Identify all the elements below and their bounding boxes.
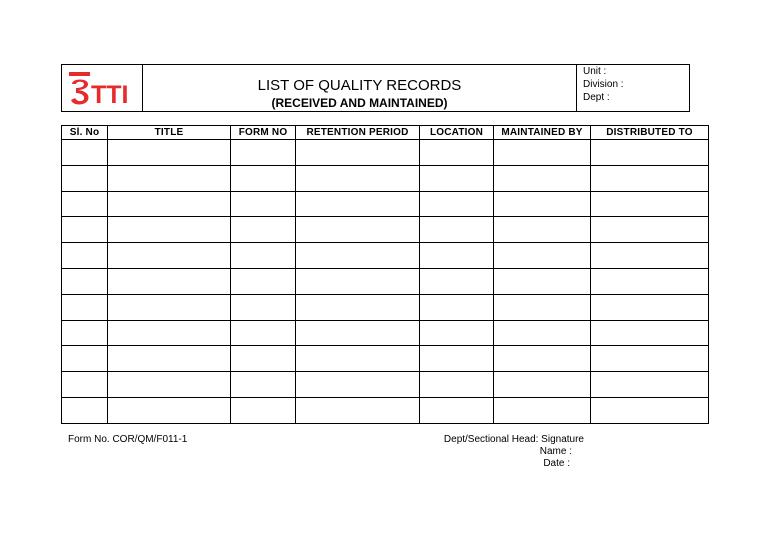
table-cell[interactable] xyxy=(420,243,494,269)
table-cell[interactable] xyxy=(108,165,231,191)
table-cell[interactable] xyxy=(296,320,420,346)
column-header-maintained-by: MAINTAINED BY xyxy=(494,126,591,140)
unit-label: Unit : xyxy=(583,66,607,77)
table-cell[interactable] xyxy=(420,320,494,346)
info-cell xyxy=(577,65,689,111)
table-cell[interactable] xyxy=(108,397,231,423)
column-header-title: TITLE xyxy=(108,126,231,140)
page-title: LIST OF QUALITY RECORDS xyxy=(257,77,462,94)
form-header xyxy=(61,64,690,112)
table-cell[interactable] xyxy=(296,372,420,398)
table-cell[interactable] xyxy=(494,346,591,372)
table-cell[interactable] xyxy=(231,294,296,320)
table-cell[interactable] xyxy=(296,294,420,320)
table-cell[interactable] xyxy=(420,165,494,191)
table-row xyxy=(62,191,709,217)
table-cell[interactable] xyxy=(296,397,420,423)
table-cell[interactable] xyxy=(420,372,494,398)
table-cell[interactable] xyxy=(420,191,494,217)
table-cell[interactable] xyxy=(494,140,591,166)
title-cell xyxy=(143,65,577,111)
dept-label: Dept : xyxy=(583,92,610,103)
column-header-form-no: FORM NO xyxy=(231,126,296,140)
table-row xyxy=(62,268,709,294)
table-cell[interactable] xyxy=(62,165,108,191)
table-row xyxy=(62,346,709,372)
table-cell[interactable] xyxy=(591,140,709,166)
table-cell[interactable] xyxy=(296,243,420,269)
table-cell[interactable] xyxy=(231,140,296,166)
table-cell[interactable] xyxy=(231,268,296,294)
table-cell[interactable] xyxy=(420,397,494,423)
table-cell[interactable] xyxy=(108,320,231,346)
table-row xyxy=(62,217,709,243)
table-cell[interactable] xyxy=(494,320,591,346)
company-logo xyxy=(66,68,130,108)
table-cell[interactable] xyxy=(494,191,591,217)
table-cell[interactable] xyxy=(296,346,420,372)
table-cell[interactable] xyxy=(296,140,420,166)
table-cell[interactable] xyxy=(494,294,591,320)
records-table xyxy=(61,125,709,424)
table-cell[interactable] xyxy=(591,268,709,294)
table-cell[interactable] xyxy=(108,243,231,269)
column-header-sl-no: Sl. No xyxy=(62,126,108,140)
table-cell[interactable] xyxy=(494,397,591,423)
column-header-location: LOCATION xyxy=(420,126,494,140)
column-header-retention-period: RETENTION PERIOD xyxy=(296,126,420,140)
table-cell[interactable] xyxy=(62,320,108,346)
table-cell[interactable] xyxy=(231,191,296,217)
date-label: Date : xyxy=(543,458,570,469)
table-cell[interactable] xyxy=(108,217,231,243)
table-row xyxy=(62,320,709,346)
table-cell[interactable] xyxy=(62,372,108,398)
table-cell[interactable] xyxy=(108,268,231,294)
table-cell[interactable] xyxy=(420,346,494,372)
table-cell[interactable] xyxy=(591,217,709,243)
table-cell[interactable] xyxy=(591,294,709,320)
table-cell[interactable] xyxy=(296,268,420,294)
table-cell[interactable] xyxy=(62,294,108,320)
table-cell[interactable] xyxy=(591,397,709,423)
table-cell[interactable] xyxy=(231,217,296,243)
table-cell[interactable] xyxy=(296,217,420,243)
form-number: Form No. COR/QM/F011-1 xyxy=(68,434,188,445)
logo-cell xyxy=(62,65,143,111)
table-cell[interactable] xyxy=(231,165,296,191)
table-cell[interactable] xyxy=(591,243,709,269)
table-cell[interactable] xyxy=(231,243,296,269)
table-row xyxy=(62,165,709,191)
table-row xyxy=(62,372,709,398)
column-header-distributed-to: DISTRIBUTED TO xyxy=(591,126,709,140)
table-cell[interactable] xyxy=(494,217,591,243)
table-cell[interactable] xyxy=(591,320,709,346)
table-cell[interactable] xyxy=(231,372,296,398)
table-cell[interactable] xyxy=(62,140,108,166)
table-row xyxy=(62,294,709,320)
table-cell[interactable] xyxy=(591,165,709,191)
table-cell[interactable] xyxy=(62,191,108,217)
table-cell[interactable] xyxy=(591,346,709,372)
table-cell[interactable] xyxy=(296,191,420,217)
signature-label: Dept/Sectional Head: Signature xyxy=(443,434,584,445)
table-cell[interactable] xyxy=(494,243,591,269)
table-cell[interactable] xyxy=(231,320,296,346)
table-cell[interactable] xyxy=(494,165,591,191)
table-cell[interactable] xyxy=(62,268,108,294)
table-row xyxy=(62,140,709,166)
table-cell[interactable] xyxy=(296,165,420,191)
table-header-row xyxy=(62,126,709,140)
table-cell[interactable] xyxy=(108,140,231,166)
name-label: Name : xyxy=(539,446,572,457)
table-cell[interactable] xyxy=(108,372,231,398)
table-cell[interactable] xyxy=(62,243,108,269)
table-cell[interactable] xyxy=(108,294,231,320)
table-cell[interactable] xyxy=(231,346,296,372)
table-cell[interactable] xyxy=(494,372,591,398)
table-cell[interactable] xyxy=(62,397,108,423)
logo-text: TTI xyxy=(91,81,129,108)
table-cell[interactable] xyxy=(62,217,108,243)
table-cell[interactable] xyxy=(420,217,494,243)
table-cell[interactable] xyxy=(231,397,296,423)
table-cell[interactable] xyxy=(591,191,709,217)
division-label: Division : xyxy=(583,79,624,90)
table-cell[interactable] xyxy=(591,372,709,398)
table-cell[interactable] xyxy=(420,268,494,294)
signature-block xyxy=(400,434,584,470)
table-row xyxy=(62,397,709,423)
table-cell[interactable] xyxy=(62,346,108,372)
table-cell[interactable] xyxy=(108,191,231,217)
table-row xyxy=(62,243,709,269)
table-cell[interactable] xyxy=(420,294,494,320)
table-cell[interactable] xyxy=(420,140,494,166)
table-cell[interactable] xyxy=(494,268,591,294)
page-subtitle: (RECEIVED AND MAINTAINED) xyxy=(271,96,448,110)
table-cell[interactable] xyxy=(108,346,231,372)
